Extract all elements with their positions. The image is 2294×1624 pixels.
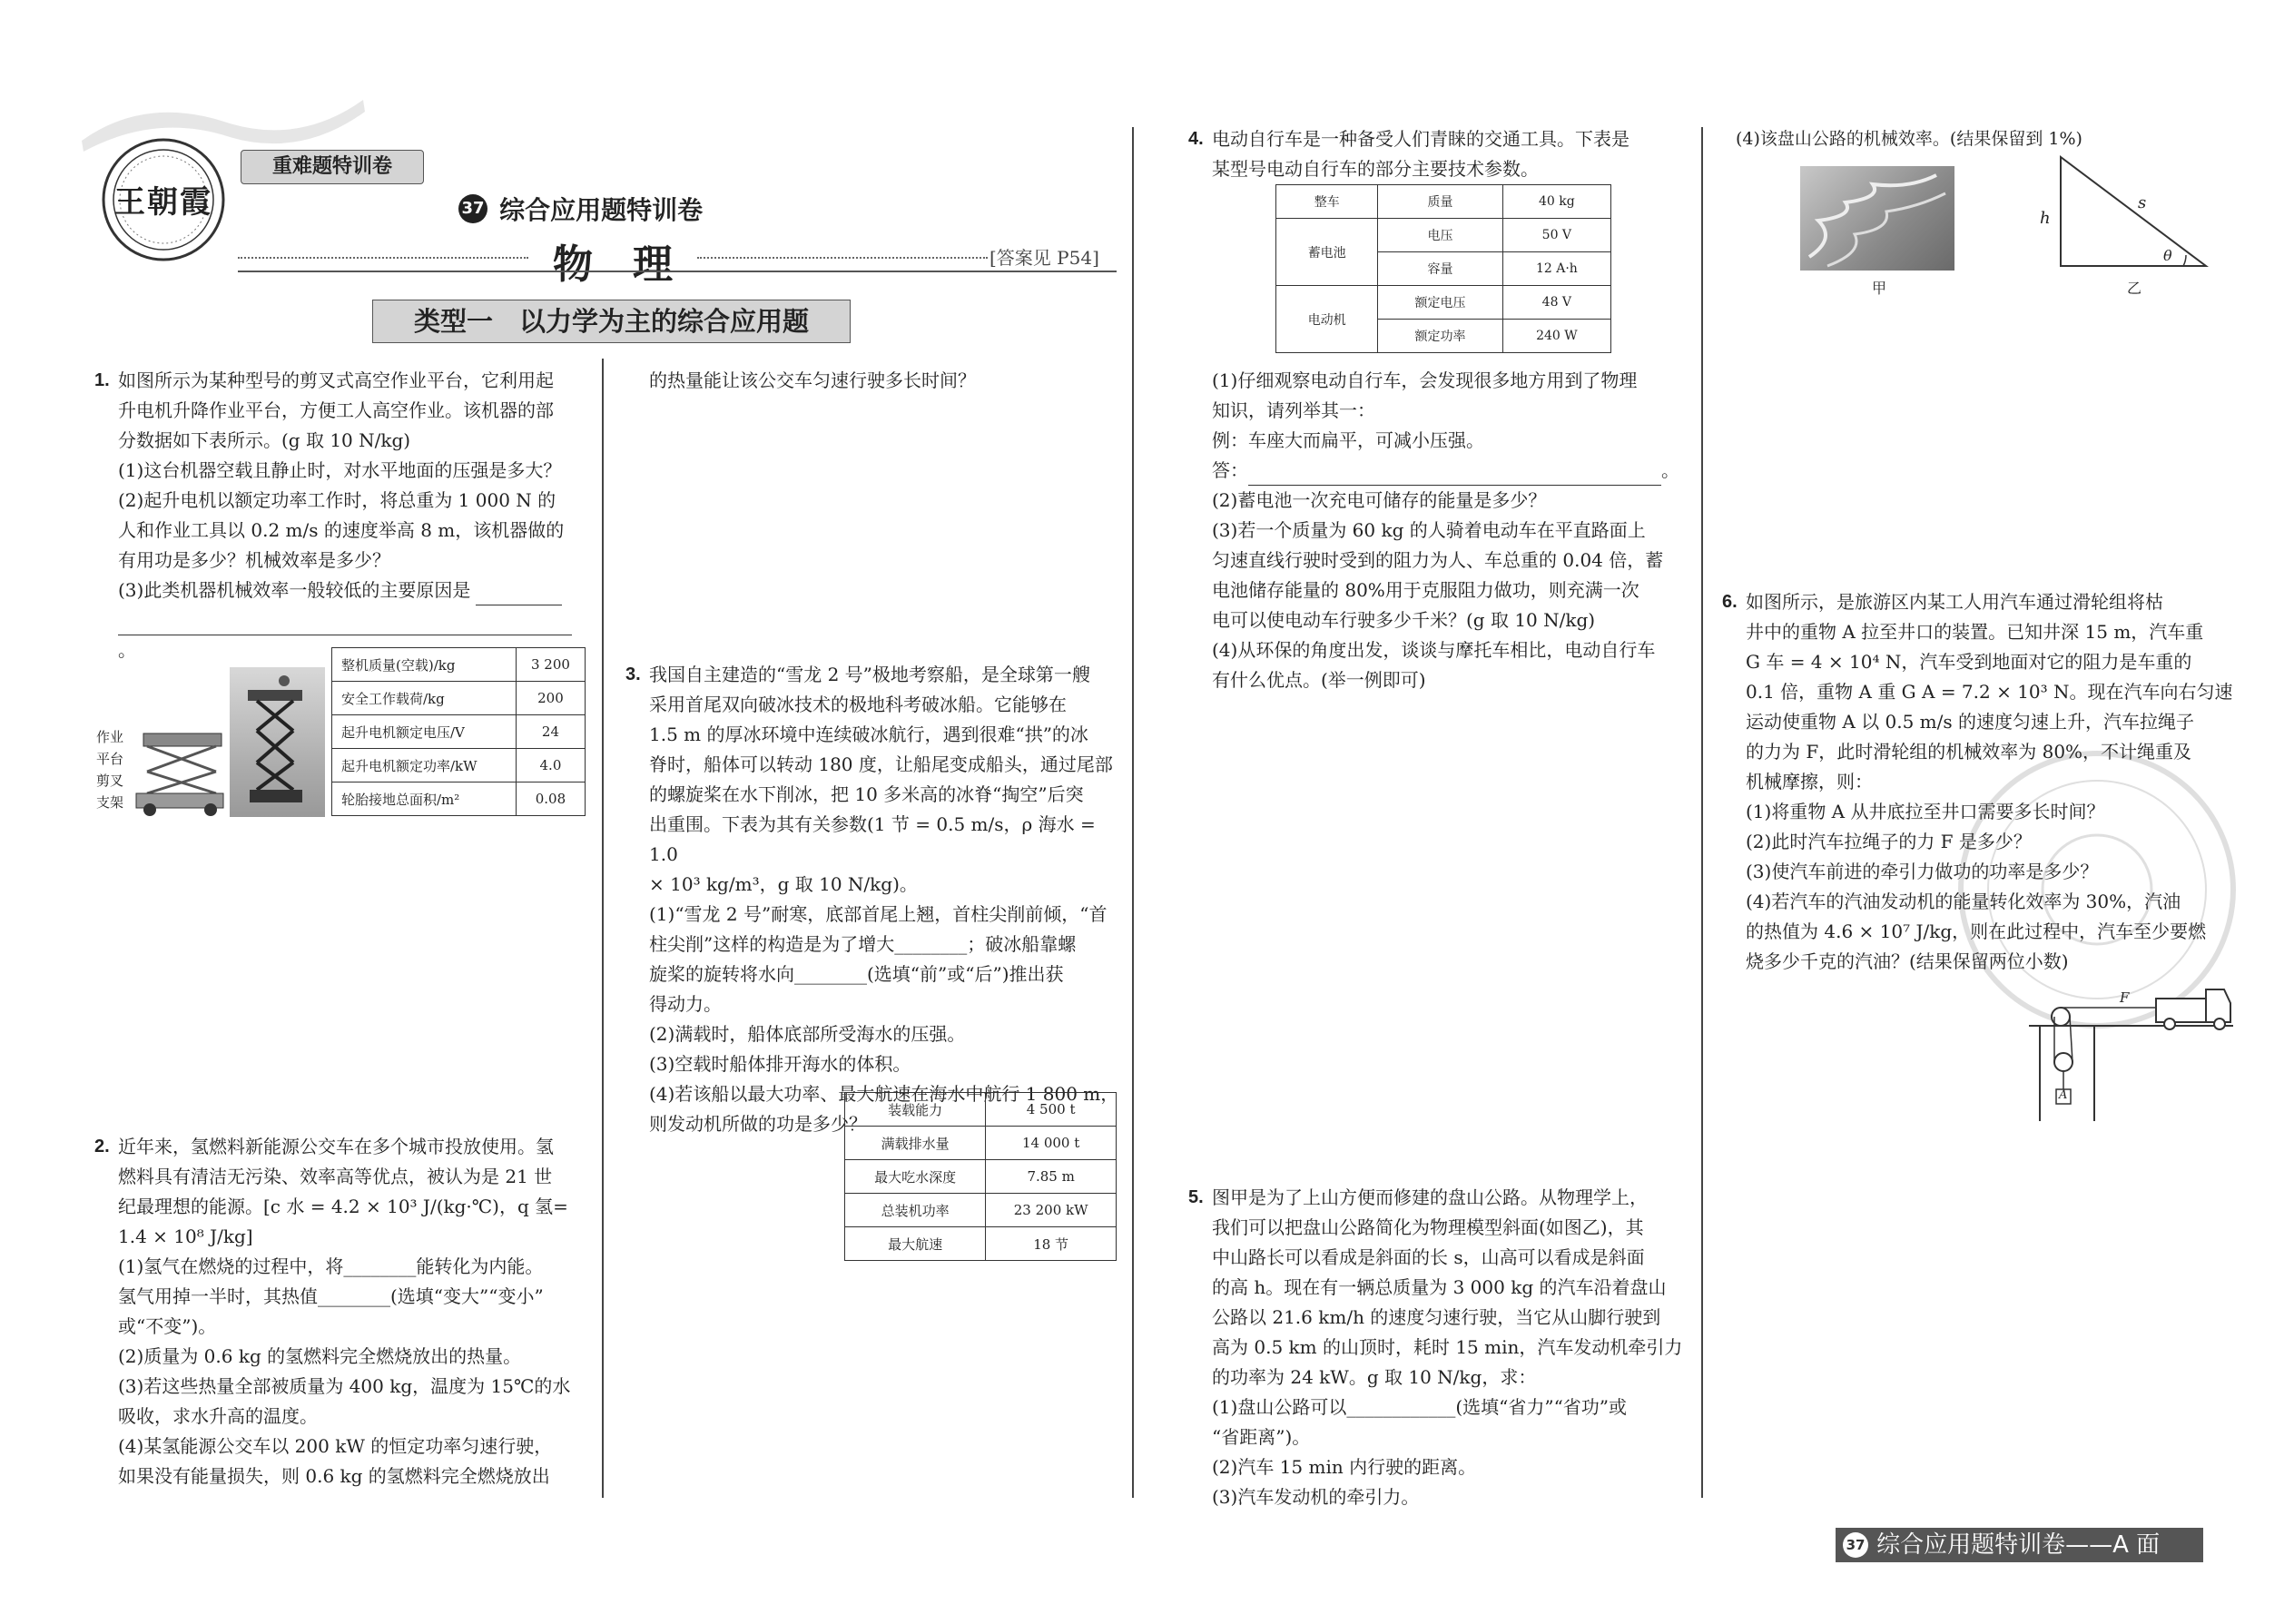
q4-line: 匀速直线行驶时受到的阻力为人、车总重的 0.04 倍，蓄 bbox=[1212, 549, 1664, 571]
question-number: 1. bbox=[94, 370, 110, 390]
q4-line: (1)仔细观察电动自行车，会发现很多地方用到了物理 bbox=[1212, 369, 1638, 391]
footer-badge bbox=[1836, 1528, 2203, 1562]
table-row bbox=[332, 749, 586, 782]
table-cell: 18 节 bbox=[986, 1227, 1117, 1261]
q6-line: 的力为 F，此时滑轮组的机械效率为 80%，不计绳重及 bbox=[1746, 741, 2192, 763]
q5-line: (2)汽车 15 min 内行驶的距离。 bbox=[1212, 1456, 1477, 1478]
table-row bbox=[845, 1160, 1117, 1194]
footer-text: 综合应用题特训卷——A 面 bbox=[1876, 1531, 2161, 1559]
q4-line: 电可以使电动车行驶多少千米？(g 取 10 N/kg) bbox=[1212, 609, 1596, 631]
table-row bbox=[1276, 219, 1611, 252]
table-row bbox=[845, 1093, 1117, 1127]
label-F: F bbox=[2120, 989, 2130, 1006]
q2-line: 吸收，求水升高的温度。 bbox=[118, 1405, 318, 1427]
q5-line: 高为 0.5 km 的山顶时，耗时 15 min，汽车发动机牵引力 bbox=[1212, 1336, 1683, 1358]
table-cell: 23 200 kW bbox=[986, 1194, 1117, 1227]
table-cell: 容量 bbox=[1378, 252, 1502, 286]
incline-diagram bbox=[2040, 153, 2210, 271]
q1-line: (2)起升电机以额定功率工作时，将总重为 1 000 N 的 bbox=[118, 489, 556, 511]
label-A: A bbox=[2059, 1088, 2068, 1102]
table-cell: 满载排水量 bbox=[845, 1127, 986, 1160]
q3-line: 得动力。 bbox=[649, 993, 722, 1015]
label-line: 剪叉 bbox=[95, 773, 123, 789]
series-badge bbox=[241, 150, 424, 184]
q4-spec-table bbox=[1275, 184, 1611, 353]
q4-line: 某型号电动自行车的部分主要技术参数。 bbox=[1212, 158, 1539, 180]
table-cell: 起升电机额定电压/V bbox=[332, 715, 517, 749]
table-cell: 质量 bbox=[1378, 185, 1502, 219]
q2-line: 纪最理想的能源。[c 水 = 4.2 × 10³ J/(kg·℃)，q 氢= bbox=[118, 1196, 568, 1217]
scissor-lift-icon bbox=[127, 717, 227, 817]
q4-line: 电动自行车是一种备受人们青睐的交通工具。下表是 bbox=[1212, 128, 1629, 150]
paper-title: 综合应用题特训卷 bbox=[499, 195, 704, 225]
q3-line: 则发动机所做的功是多少？ bbox=[649, 1113, 867, 1135]
q6-line: 运动使重物 A 以 0.5 m/s 的速度匀速上升，汽车拉绳子 bbox=[1746, 711, 2195, 733]
q6-line: 机械摩擦，则： bbox=[1746, 771, 1873, 792]
q4-line: 答： bbox=[1212, 459, 1248, 481]
q2-line: 如果没有能量损失，则 0.6 kg 的氢燃料完全燃烧放出 bbox=[118, 1465, 550, 1487]
q4-line: 知识，请列举其一： bbox=[1212, 399, 1375, 421]
table-row bbox=[1276, 286, 1611, 320]
q2-line: (2)质量为 0.6 kg 的氢燃料完全燃烧放出的热量。 bbox=[118, 1345, 522, 1367]
q6-line: 如图所示，是旅游区内某工人用汽车通过滑轮组将枯 bbox=[1746, 591, 2163, 613]
q6-line: (1)将重物 A 从井底拉至井口需要多长时间？ bbox=[1746, 801, 2105, 822]
table-cell: 电压 bbox=[1378, 219, 1502, 252]
answer-reference: [答案见 P54] bbox=[989, 247, 1099, 269]
q3-line: 采用首尾双向破冰技术的极地科考破冰船。它能够在 bbox=[649, 694, 1067, 715]
q1-line: 分数据如下表所示。(g 取 10 N/kg) bbox=[118, 429, 411, 451]
question-3 bbox=[622, 660, 1121, 1139]
table-cell: 总装机功率 bbox=[845, 1194, 986, 1227]
label-s: s bbox=[2138, 193, 2147, 212]
table-cell: 最大吃水深度 bbox=[845, 1160, 986, 1194]
q4-line: (3)若一个质量为 60 kg 的人骑着电动车在平直路面上 bbox=[1212, 519, 1646, 541]
end-mark: 。 bbox=[1661, 459, 1679, 481]
q1-line: 人和作业工具以 0.2 m/s 的速度举高 8 m，该机器做的 bbox=[118, 519, 565, 541]
q3-line: 旋桨的旋转将水向________(选填“前”或“后”)推出获 bbox=[649, 963, 1064, 985]
table-cell: 240 W bbox=[1502, 320, 1610, 353]
q3-line: 我国自主建造的“雪龙 2 号”极地考察船，是全球第一艘 bbox=[649, 664, 1090, 685]
label-theta: θ bbox=[2163, 247, 2172, 264]
fig-jia-label: 甲 bbox=[1872, 280, 1887, 297]
table-cell: 48 V bbox=[1502, 286, 1610, 320]
table-cell: 3 200 bbox=[516, 648, 585, 682]
q3-line: 的螺旋桨在水下削冰，把 10 多米高的冰脊“掏空”后突 bbox=[649, 783, 1084, 805]
q3-line: 出重围。下表为其有关参数(1 节 = 0.5 m/s，ρ 海水 = 1.0 bbox=[649, 813, 1096, 865]
q6-line: (2)此时汽车拉绳子的力 F 是多少？ bbox=[1746, 831, 2032, 852]
q2-line: 氢气用掉一半时，其热值________(选填“变大”“变小” bbox=[118, 1285, 544, 1307]
q4-line: 例：车座大而扁平，可减小压强。 bbox=[1212, 429, 1484, 451]
q5-line: (3)汽车发动机的牵引力。 bbox=[1212, 1486, 1420, 1508]
table-cell: 最大航速 bbox=[845, 1227, 986, 1261]
q2-continued: 的热量能让该公交车匀速行驶多长时间？ bbox=[649, 369, 976, 391]
q3-line: (3)空载时船体排开海水的体积。 bbox=[649, 1053, 911, 1075]
q3-line: (1)“雪龙 2 号”耐寒，底部首尾上翘，首柱尖削前倾，“首 bbox=[649, 903, 1108, 925]
question-number: 2. bbox=[94, 1137, 110, 1156]
q4-line: (4)从环保的角度出发，谈谈与摩托车相比，电动自行车 bbox=[1212, 639, 1656, 661]
q1-line: 有用功是多少？机械效率是多少？ bbox=[118, 549, 390, 571]
table-cell: 7.85 m bbox=[986, 1160, 1117, 1194]
table-cell: 40 kg bbox=[1502, 185, 1610, 219]
label-h: h bbox=[2040, 209, 2051, 228]
q3-line: 脊时，船体可以转动 180 度，让船尾变成船头，通过尾部 bbox=[649, 753, 1113, 775]
scissor-lift-drawing bbox=[127, 717, 227, 817]
fig-yi-label: 乙 bbox=[2127, 280, 2142, 297]
q3-line: × 10³ kg/m³，g 取 10 N/kg)。 bbox=[649, 873, 918, 895]
scissor-lift-photo bbox=[230, 667, 325, 817]
q1-line: (3)此类机器机械效率一般较低的主要原因是 bbox=[118, 579, 471, 601]
q1-line: 升电机升降作业平台，方便工人高空作业。该机器的部 bbox=[118, 399, 554, 421]
q6-line: 0.1 倍，重物 A 重 G A = 7.2 × 10³ N。现在汽车向右匀速 bbox=[1746, 681, 2233, 703]
q3-spec-table bbox=[844, 1092, 1117, 1261]
q2-line: 燃料具有清洁无污染、效率高等优点，被认为是 21 世 bbox=[118, 1166, 553, 1187]
table-row bbox=[845, 1227, 1117, 1261]
question-4 bbox=[1185, 124, 1689, 184]
q4-body bbox=[1212, 366, 1689, 695]
question-number: 6. bbox=[1722, 592, 1738, 612]
q5-line: 的功率为 24 kW。g 取 10 N/kg，求： bbox=[1212, 1366, 1537, 1388]
q5-line: 公路以 21.6 km/h 的速度匀速行驶，当它从山脚行驶到 bbox=[1212, 1306, 1661, 1328]
table-cell: 起升电机额定功率/kW bbox=[332, 749, 517, 782]
label-line: 作业 bbox=[95, 729, 123, 745]
table-cell: 整车 bbox=[1276, 185, 1378, 219]
footer-number: 37 bbox=[1843, 1532, 1868, 1558]
table-cell: 24 bbox=[516, 715, 585, 749]
q5-line: 的高 h。现在有一辆总质量为 3 000 kg 的汽车沿着盘山 bbox=[1212, 1276, 1667, 1298]
q6-line: 井中的重物 A 拉至井口的装置。已知井深 15 m，汽车重 bbox=[1746, 621, 2204, 643]
subject-dotted-line-right bbox=[697, 257, 988, 259]
table-cell: 4.0 bbox=[516, 749, 585, 782]
q5-line: (1)盘山公路可以____________(选填“省力”“省功”或 bbox=[1212, 1396, 1628, 1418]
q2-line: (3)若这些热量全部被质量为 400 kg，温度为 15℃的水 bbox=[118, 1375, 571, 1397]
table-row bbox=[1276, 185, 1611, 219]
q3-line: 1.5 m 的厚冰环境中连续破冰航行，遇到很难“拱”的冰 bbox=[649, 723, 1088, 745]
q4-line: 电池储存能量的 80%用于克服阻力做功，则充满一次 bbox=[1212, 579, 1639, 601]
q4-line: 有什么优点。(举一例即可) bbox=[1212, 669, 1426, 691]
q2-line: (1)氢气在燃烧的过程中，将________能转化为内能。 bbox=[118, 1255, 544, 1277]
q5-line: “省距离”)。 bbox=[1212, 1426, 1311, 1448]
scissor-lift-photo-icon bbox=[230, 667, 325, 817]
table-cell: 额定功率 bbox=[1378, 320, 1502, 353]
q1-line: (1)这台机器空载且静止时，对水平地面的压强是多大？ bbox=[118, 459, 562, 481]
q5-line: 中山路长可以看成是斜面的长 s，山高可以看成是斜面 bbox=[1212, 1246, 1645, 1268]
mountain-road-photo bbox=[1800, 166, 1954, 271]
q6-line: (3)使汽车前进的牵引力做功的功率是多少？ bbox=[1746, 861, 2099, 882]
table-cell: 装载能力 bbox=[845, 1093, 986, 1127]
series-badge-text: 重难题特训卷 bbox=[271, 155, 392, 178]
subject-title: 物 理 bbox=[553, 241, 673, 288]
q3-line: 柱尖削”这样的构造是为了增大________；破冰船靠螺 bbox=[649, 933, 1077, 955]
q5-line: 图甲是为了上山方便而修建的盘山公路。从物理学上， bbox=[1212, 1186, 1648, 1208]
q2-line: 或“不变”)。 bbox=[118, 1315, 217, 1337]
answer-blank bbox=[476, 585, 562, 605]
section-title: 类型一 以力学为主的综合应用题 bbox=[413, 306, 809, 337]
q3-line: (4)若该船以最大功率、最大航速在海水中航行 1 800 m， bbox=[649, 1083, 1119, 1105]
q6-line: 的热值为 4.6 × 10⁷ J/kg，则在此过程中，汽车至少要燃 bbox=[1746, 920, 2207, 942]
answer-blank bbox=[118, 615, 572, 635]
table-row bbox=[332, 682, 586, 715]
q4-line: (2)蓄电池一次充电可储存的能量是多少？ bbox=[1212, 489, 1547, 511]
question-1 bbox=[91, 366, 588, 665]
pulley-truck-diagram bbox=[2029, 985, 2233, 1121]
paper-number-badge: 37 bbox=[458, 194, 487, 223]
scissor-lift-label bbox=[94, 726, 126, 813]
table-row bbox=[845, 1127, 1117, 1160]
end-mark: 。 bbox=[118, 639, 136, 661]
question-5 bbox=[1185, 1183, 1689, 1512]
question-number: 4. bbox=[1188, 129, 1204, 149]
q2-line: 近年来，氢燃料新能源公交车在多个城市投放使用。氢 bbox=[118, 1136, 554, 1157]
table-row bbox=[845, 1194, 1117, 1227]
table-row bbox=[332, 648, 586, 682]
q5-part4: (4)该盘山公路的机械效率。(结果保留到 1%) bbox=[1736, 129, 2082, 149]
table-cell: 14 000 t bbox=[986, 1127, 1117, 1160]
q6-line: 烧多少千克的汽油？(结果保留两位小数) bbox=[1746, 950, 2069, 972]
header-rule bbox=[238, 271, 1117, 272]
table-cell: 电动机 bbox=[1276, 286, 1378, 353]
table-cell: 轮胎接地总面积/m² bbox=[332, 782, 517, 816]
brand-seal-text: 王朝霞 bbox=[114, 184, 212, 221]
section-title-box bbox=[372, 300, 851, 343]
q6-line: (4)若汽车的汽油发动机的能量转化效率为 30%，汽油 bbox=[1746, 891, 2181, 912]
label-line: 平台 bbox=[95, 751, 123, 767]
table-cell: 整机质量(空载)/kg bbox=[332, 648, 517, 682]
table-cell: 50 V bbox=[1502, 219, 1610, 252]
table-cell: 安全工作载荷/kg bbox=[332, 682, 517, 715]
q1-spec-table bbox=[331, 647, 586, 816]
table-row bbox=[332, 782, 586, 816]
question-2 bbox=[91, 1132, 588, 1491]
q2-line: (4)某氢能源公交车以 200 kW 的恒定功率匀速行驶， bbox=[118, 1435, 553, 1457]
question-number: 3. bbox=[625, 664, 641, 684]
table-cell: 12 A·h bbox=[1502, 252, 1610, 286]
table-cell: 4 500 t bbox=[986, 1093, 1117, 1127]
incline-triangle-icon bbox=[2056, 153, 2210, 271]
subject-dotted-line-left bbox=[238, 257, 528, 259]
q6-line: G 车 = 4 × 10⁴ N，汽车受到地面对它的阻力是车重的 bbox=[1746, 651, 2192, 673]
table-cell: 蓄电池 bbox=[1276, 219, 1378, 286]
answer-blank bbox=[1248, 465, 1661, 486]
q5-line: 我们可以把盘山公路简化为物理模型斜面(如图乙)，其 bbox=[1212, 1216, 1644, 1238]
paper-heading bbox=[458, 191, 703, 227]
mountain-road-icon bbox=[1800, 166, 1954, 271]
column-divider-2 bbox=[1132, 127, 1134, 1498]
q3-line: (2)满载时，船体底部所受海水的压强。 bbox=[649, 1023, 966, 1045]
q2-line: 1.4 × 10⁸ J/kg] bbox=[118, 1225, 253, 1247]
table-cell: 额定电压 bbox=[1378, 286, 1502, 320]
table-cell: 0.08 bbox=[516, 782, 585, 816]
column-divider-1 bbox=[602, 359, 604, 1498]
q1-line: 如图所示为某种型号的剪叉式高空作业平台，它利用起 bbox=[118, 369, 554, 391]
column-divider-3 bbox=[1701, 127, 1703, 1498]
brand-seal bbox=[100, 136, 227, 263]
table-row bbox=[332, 715, 586, 749]
label-line: 支架 bbox=[95, 794, 123, 811]
question-number: 5. bbox=[1188, 1187, 1204, 1207]
table-cell: 200 bbox=[516, 682, 585, 715]
